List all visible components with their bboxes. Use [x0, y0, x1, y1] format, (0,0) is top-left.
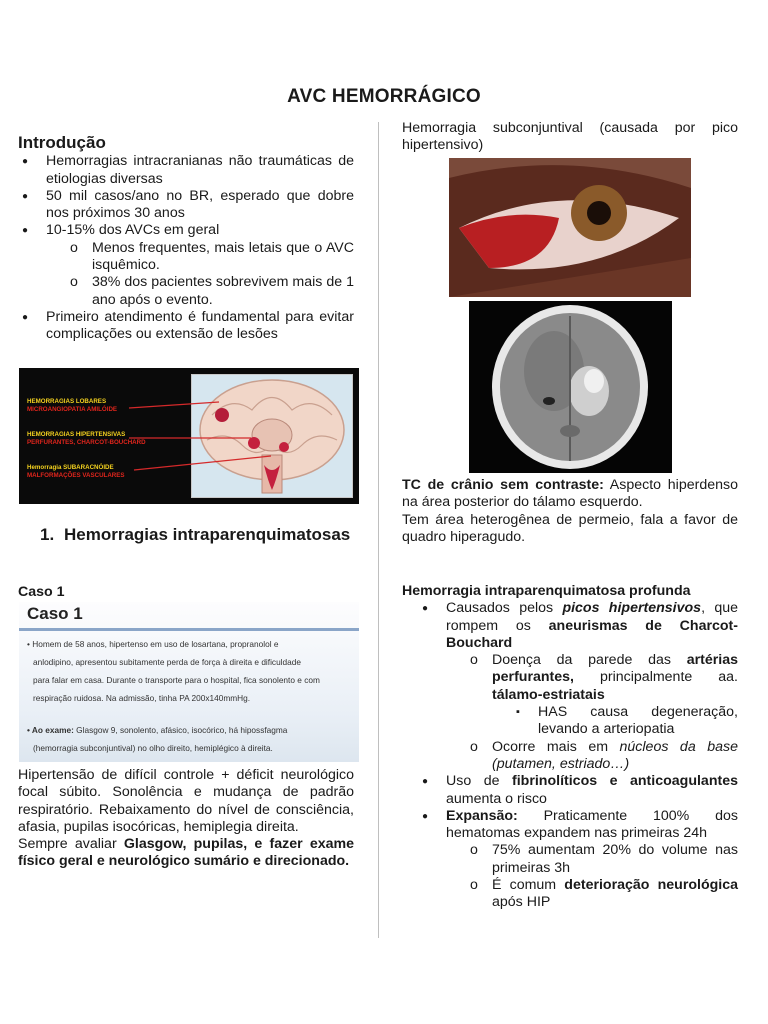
- brain-drawing-icon: [192, 375, 352, 497]
- section-number: 1.: [40, 525, 55, 544]
- eye-photo: [449, 158, 691, 297]
- right-column: [402, 120, 738, 155]
- case-slide-text: (hemorragia subconjuntival) no olho direito, hemiplégico à direita.: [33, 743, 273, 753]
- list-item: ▪ HAS causa degeneração, levando a arteriopatia: [400, 704, 738, 739]
- list-item: o É comum deterioração neurológica após HIP: [400, 877, 738, 912]
- case-slide-text: • Homem de 58 anos, hipertenso em uso de losartana, propranolol e: [27, 639, 279, 649]
- deep-hemorrhage-section: [402, 583, 738, 912]
- case-discussion: [18, 767, 354, 871]
- ct-caption: TC de crânio sem contraste: Aspecto hiperdenso na área posterior do tálamo esquerdo. Tem área heterogênea de permeio, fala a favor de quadro hiperagudo.: [402, 477, 738, 545]
- case-paragraph: Hipertensão de difícil controle + déficit neurológico focal súbito. Sonolência e mudança de padrão respiratório. Rebaixamento do nível de consciência, afasia, pupilas isocóricas, hemiplegia direita.: [18, 767, 354, 835]
- ct-scan-image: [469, 301, 672, 473]
- eye-hemorrhage-icon: [449, 158, 691, 297]
- label-lobares: HEMORRAGIAS LOBARES MICROANGIOPATIA AMILÓIDE: [27, 398, 118, 413]
- list-item: ● Hemorragias intracranianas não traumáticas de etiologias diversas: [0, 153, 354, 188]
- list-item: ● Expansão: Praticamente 100% dos hematomas expandem nas primeiras 24h: [400, 808, 738, 843]
- brain-illustration: [191, 374, 353, 498]
- list-item: o Ocorre mais em núcleos da base (putamen, estriado…): [400, 739, 738, 774]
- deep-heading: Hemorragia intraparenquimatosa profunda: [402, 583, 691, 599]
- eye-caption: Hemorragia subconjuntival (causada por pico hipertensivo): [402, 120, 738, 154]
- ct-scan-icon: [469, 301, 672, 473]
- label-subaracnoide: Hemorragia SUBARACNÓIDE MALFORMAÇÕES VASCULARES: [27, 464, 125, 479]
- list-item: o 38% dos pacientes sobrevivem mais de 1 ano após o evento.: [0, 274, 354, 309]
- list-item: ● 50 mil casos/ano no BR, esperado que dobre nos próximos 30 anos: [0, 188, 354, 223]
- section-1: [18, 524, 354, 545]
- intro-heading: Introdução: [18, 133, 106, 152]
- case-slide-image: [19, 602, 359, 762]
- case-slide-text: • Ao exame: Glasgow 9, sonolento, afásico, isocórico, há hipossfagma: [27, 725, 288, 735]
- list-item: ● Causados pelos picos hipertensivos, que rompem os aneurismas de Charcot-Bouchard: [400, 600, 738, 652]
- label-hipertensivas: HEMORRAGIAS HIPERTENSIVAS PERFURANTES, CHARCOT-BOUCHARD: [27, 431, 146, 446]
- list-item: o 75% aumentam 20% do volume nas primeiras 3h: [400, 842, 738, 877]
- left-column: [18, 134, 354, 344]
- list-item: ● Uso de fibrinolíticos e anticoagulantes aumenta o risco: [400, 773, 738, 808]
- section-title: Hemorragias intraparenquimatosas: [64, 525, 351, 544]
- brain-hemorrhage-figure: [19, 368, 359, 504]
- list-item: ● Primeiro atendimento é fundamental para evitar complicações ou extensão de lesões: [0, 309, 354, 344]
- intro-list: [0, 153, 354, 343]
- list-item: ● 10-15% dos AVCs em geral: [0, 222, 354, 239]
- column-divider: [378, 122, 379, 938]
- list-item: o Doença da parede das artérias perfurantes, principalmente aa. tálamo-estriatais: [400, 652, 738, 704]
- case-slide-title: Caso 1: [27, 604, 83, 623]
- case-slide-rule: [19, 628, 359, 631]
- caso-heading: Caso 1: [18, 584, 65, 600]
- case-slide-text: respiração ruidosa. Na admissão, tinha PA 200x140mmHg.: [33, 693, 251, 703]
- case-paragraph: Sempre avaliar Glasgow, pupilas, e fazer exame físico geral e neurológico sumário e direcionado.: [18, 836, 354, 870]
- case-slide-text: anlodipino, apresentou subitamente perda de força à direita e dificuldade: [33, 657, 301, 667]
- case-slide-text: para falar em casa. Durante o transporte para o hospital, fica sonolento e com: [33, 675, 320, 685]
- list-item: o Menos frequentes, mais letais que o AVC isquêmico.: [0, 240, 354, 275]
- page-title: AVC HEMORRÁGICO: [287, 86, 481, 107]
